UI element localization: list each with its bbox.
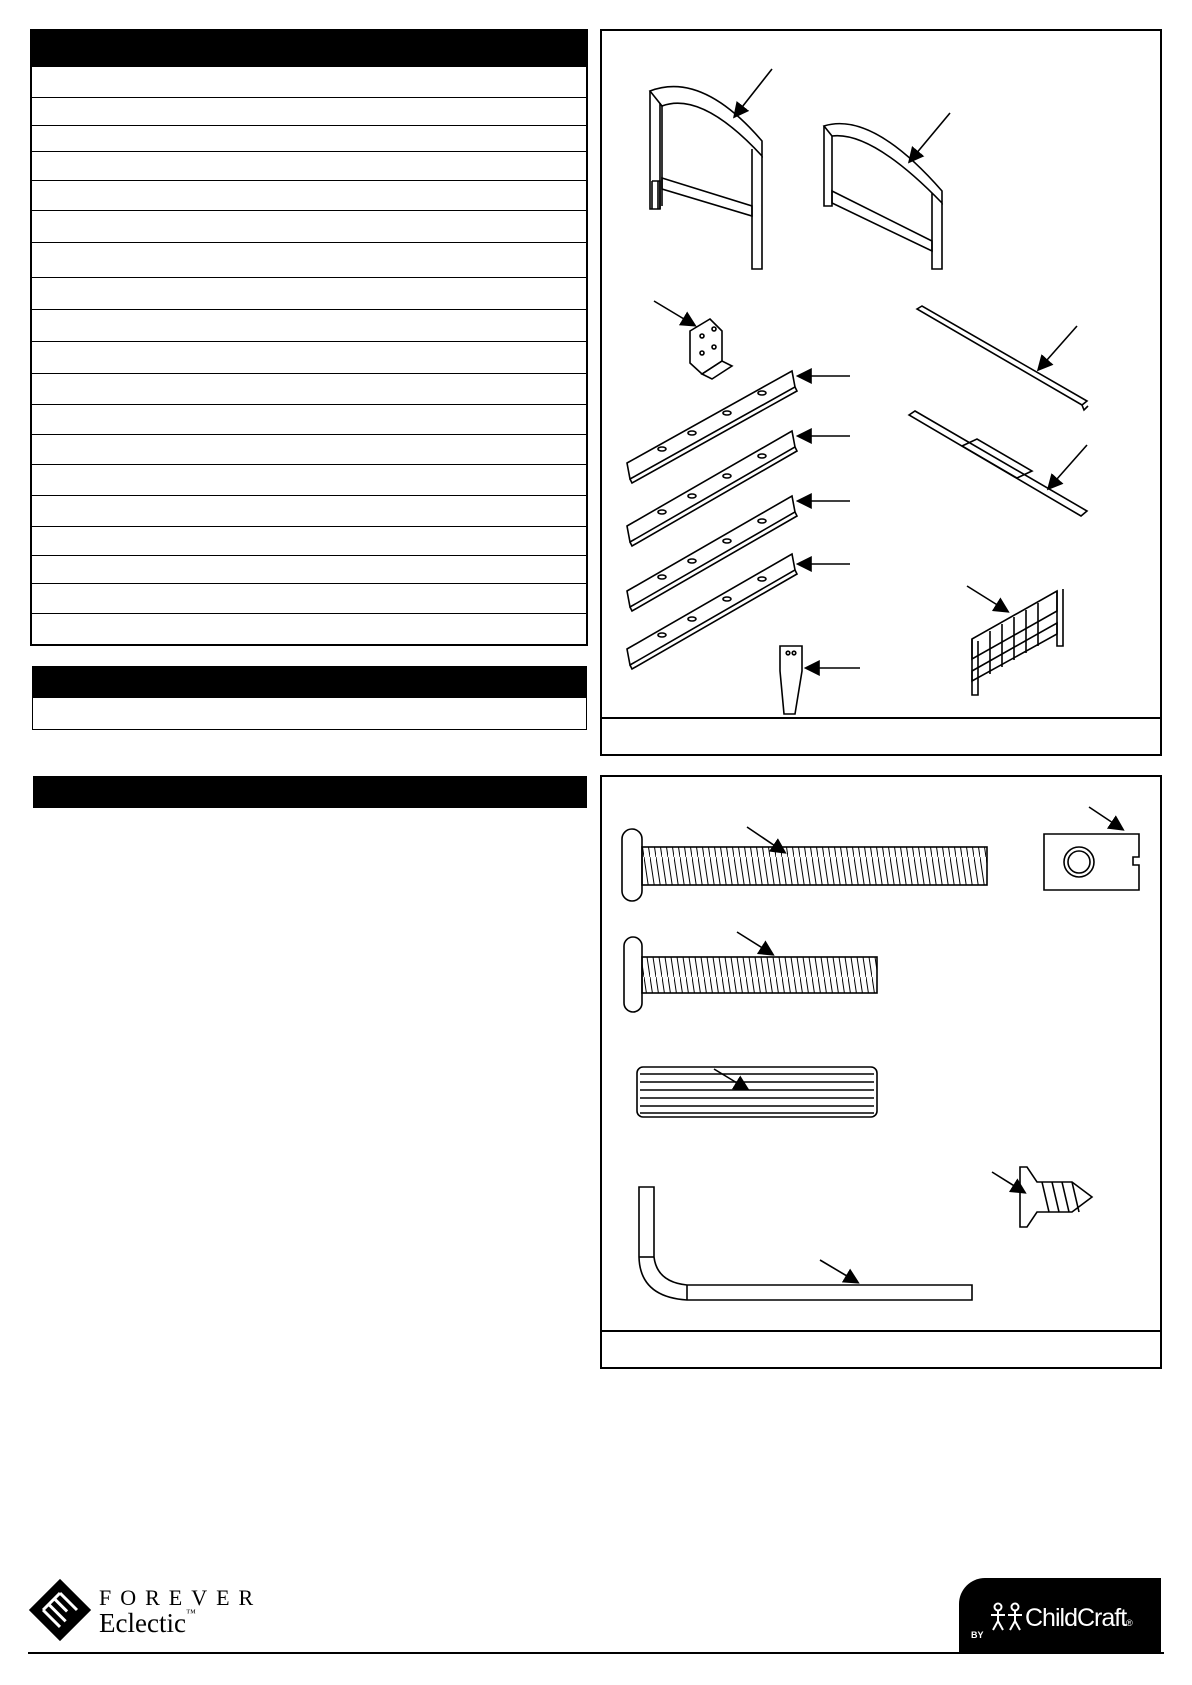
table-row [32, 181, 586, 211]
instructions-header [33, 776, 587, 808]
table-row [32, 126, 586, 152]
allen-wrench-drawing [639, 1187, 972, 1300]
long-bolt-drawing [622, 829, 987, 901]
short-bolt-drawing [624, 937, 877, 1012]
footer-divider [28, 1652, 1164, 1654]
table-row [32, 67, 586, 98]
secondary-table [32, 666, 587, 730]
table-row [32, 465, 586, 496]
wood-screw-drawing [1020, 1167, 1092, 1227]
parts-table-header [32, 31, 586, 67]
table-row [32, 152, 586, 181]
guard-rail-drawing [972, 589, 1063, 695]
parts-drawing [602, 31, 1160, 717]
table-row [32, 342, 586, 374]
table-row [32, 496, 586, 527]
headboard-drawing [650, 87, 762, 269]
hardware-panel-caption [602, 1330, 1160, 1367]
rail-4 [627, 554, 797, 669]
hardware-illustration-panel [600, 775, 1162, 1369]
by-label: BY [971, 1630, 984, 1640]
table-row [32, 614, 586, 644]
table-row [32, 278, 586, 310]
table-row [32, 405, 586, 435]
childcraft-figures-icon [989, 1602, 1025, 1637]
barrel-nut-drawing [1044, 834, 1139, 890]
brand-line-2: Eclectic™ [99, 1608, 196, 1638]
hardware-drawing [602, 777, 1160, 1332]
rail-3 [627, 496, 797, 611]
parts-panel-caption [602, 717, 1160, 754]
table-row [32, 527, 586, 556]
parts-illustration-panel [600, 29, 1162, 756]
forever-eclectic-logo-icon [28, 1578, 92, 1642]
table-row [32, 310, 586, 342]
table-row [32, 243, 586, 278]
bracket-drawing [690, 319, 732, 379]
table-row [32, 211, 586, 243]
parts-table [30, 29, 588, 646]
table-row [32, 374, 586, 405]
table-row [32, 584, 586, 614]
slat-drawing [917, 306, 1088, 410]
table-row [32, 556, 586, 584]
childcraft-name: ChildCraft® [1025, 1604, 1132, 1632]
secondary-table-header [33, 667, 586, 698]
center-slat-drawing [909, 411, 1087, 516]
table-row [32, 98, 586, 126]
leg-drawing [780, 646, 802, 714]
table-row [32, 435, 586, 465]
brand-line-1: FOREVER [99, 1585, 263, 1610]
childcraft-logo [959, 1578, 1161, 1653]
footboard-drawing [824, 124, 942, 269]
dowel-drawing [637, 1067, 877, 1117]
